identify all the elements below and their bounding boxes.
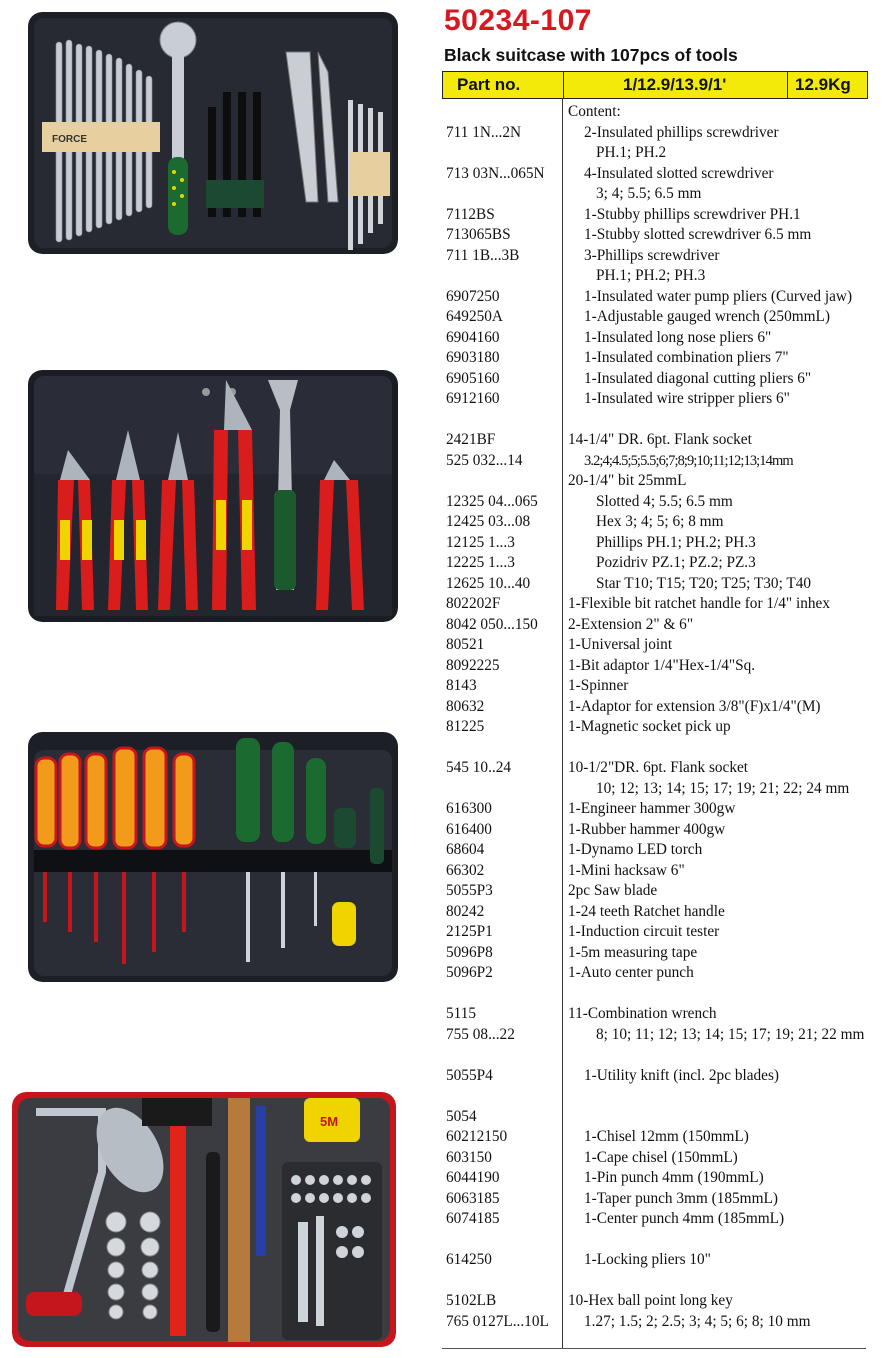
part-description: 2pc Saw blade xyxy=(568,882,658,899)
part-number: 755 08...22 xyxy=(446,1025,515,1043)
parts-row xyxy=(446,1148,876,1169)
parts-row xyxy=(446,266,876,287)
part-description: 1-Induction circuit tester xyxy=(568,923,720,940)
parts-row xyxy=(446,676,876,697)
parts-row xyxy=(446,594,876,615)
part-description: 1-Insulated water pump pliers (Curved jaw) xyxy=(584,287,853,305)
part-number: 60212150 xyxy=(446,1128,508,1145)
part-number: 5055P4 xyxy=(446,1066,493,1084)
parts-row xyxy=(446,922,876,943)
parts-row xyxy=(446,430,876,451)
part-number: 713 03N...065N xyxy=(446,164,545,182)
part-number: 12625 10...40 xyxy=(446,574,531,592)
part-description: Content: xyxy=(568,103,621,120)
part-number: 81225 xyxy=(446,718,485,735)
part-number: 525 032...14 xyxy=(446,451,523,469)
part-number: 80632 xyxy=(446,697,485,715)
part-description: 10-1/2"DR. 6pt. Flank socket xyxy=(568,759,749,776)
parts-row xyxy=(446,1291,876,1312)
part-number: 80242 xyxy=(446,902,485,920)
header-spec: 1/12.9/13.9/1' xyxy=(623,75,727,94)
parts-row xyxy=(446,635,876,656)
part-number: 5096P8 xyxy=(446,943,493,961)
header-part-no: Part no. xyxy=(457,75,521,94)
part-description: 3.2;4;4.5;5;5.5;6;7;8;9;10;11;12;13;14mm xyxy=(584,452,793,469)
parts-row xyxy=(446,574,876,595)
parts-row xyxy=(446,1209,876,1230)
parts-row xyxy=(446,1086,876,1107)
part-number: 5102LB xyxy=(446,1292,497,1309)
parts-row xyxy=(446,287,876,308)
part-description: 1-Adjustable gauged wrench (250mmL) xyxy=(584,308,830,325)
part-number: 713065BS xyxy=(446,226,511,243)
part-number: 6074185 xyxy=(446,1210,500,1227)
part-number: 616300 xyxy=(446,800,492,817)
parts-row xyxy=(446,389,876,410)
parts-row xyxy=(446,615,876,636)
parts-row xyxy=(446,492,876,513)
part-description: PH.1; PH.2 xyxy=(596,144,667,161)
product-subtitle: Black suitcase with 107pcs of tools xyxy=(444,45,738,65)
part-description: Hex 3; 4; 5; 6; 8 mm xyxy=(596,513,724,530)
part-description: 1-Utility knift (incl. 2pc blades) xyxy=(584,1066,779,1084)
part-description: 1-Stubby phillips screwdriver PH.1 xyxy=(584,205,801,223)
part-description: 10; 12; 13; 14; 15; 17; 19; 21; 22; 24 mm xyxy=(596,779,850,797)
part-description: 1.27; 1.5; 2; 2.5; 3; 4; 5; 6; 8; 10 mm xyxy=(584,1312,811,1330)
part-description: 1-Bit adaptor 1/4"Hex-1/4"Sq. xyxy=(568,656,756,674)
parts-row xyxy=(446,1025,876,1046)
part-number: 6905160 xyxy=(446,369,500,387)
part-number: 614250 xyxy=(446,1251,492,1268)
part-description: 1-Center punch 4mm (185mmL) xyxy=(584,1210,785,1227)
header-weight: 12.9Kg xyxy=(795,75,851,94)
parts-row xyxy=(446,184,876,205)
part-description: 1-Taper punch 3mm (185mmL) xyxy=(584,1189,778,1207)
part-description: 1-5m measuring tape xyxy=(568,943,698,961)
parts-row xyxy=(446,1168,876,1189)
parts-row xyxy=(446,758,876,779)
photo-screwdriver-panel xyxy=(28,732,398,982)
part-description: 8; 10; 11; 12; 13; 14; 15; 17; 19; 21; 22 mm xyxy=(596,1025,865,1043)
part-description: 11-Combination wrench xyxy=(568,1005,717,1022)
photo-wrench-panel xyxy=(28,12,398,254)
part-description: 1-Mini hacksaw 6" xyxy=(568,861,685,879)
parts-row xyxy=(446,307,876,328)
table-bottom-rule xyxy=(442,1348,866,1349)
part-description: 1-Locking pliers 10" xyxy=(584,1251,711,1268)
part-number: 12225 1...3 xyxy=(446,554,515,571)
parts-row xyxy=(446,410,876,431)
part-description: 1-Magnetic socket pick up xyxy=(568,718,731,735)
part-number: 12325 04...065 xyxy=(446,492,538,510)
parts-row xyxy=(446,1107,876,1128)
part-number: 711 1N...2N xyxy=(446,123,522,141)
parts-row xyxy=(446,1271,876,1292)
parts-row xyxy=(446,1189,876,1210)
part-description: 1-Chisel 12mm (150mmL) xyxy=(584,1128,749,1145)
part-number: 802202F xyxy=(446,595,501,612)
photo-pliers-panel xyxy=(28,370,398,622)
part-number: 6907250 xyxy=(446,287,500,305)
part-description: 4-Insulated slotted screwdriver xyxy=(584,164,774,182)
part-description: 1-Stubby slotted screwdriver 6.5 mm xyxy=(584,226,812,243)
part-number: 603150 xyxy=(446,1148,492,1166)
parts-row xyxy=(446,697,876,718)
parts-row xyxy=(446,1066,876,1087)
parts-row xyxy=(446,143,876,164)
part-number: 5054 xyxy=(446,1107,477,1125)
parts-row xyxy=(446,738,876,759)
parts-row xyxy=(446,328,876,349)
parts-row xyxy=(446,943,876,964)
part-number: 80521 xyxy=(446,636,485,653)
parts-row xyxy=(446,1250,876,1271)
part-description: 2-Extension 2" & 6" xyxy=(568,615,694,633)
part-description: 20-1/4" bit 25mmL xyxy=(568,472,687,489)
part-number: 8042 050...150 xyxy=(446,615,538,633)
brand-label: FORCE xyxy=(52,134,87,145)
part-description: Star T10; T15; T20; T25; T30; T40 xyxy=(596,574,812,592)
part-number: 6912160 xyxy=(446,390,500,407)
part-description: 1-Spinner xyxy=(568,677,629,694)
parts-row xyxy=(446,1312,876,1333)
parts-row xyxy=(446,348,876,369)
part-description: 1-Cape chisel (150mmL) xyxy=(584,1148,738,1166)
part-description: Phillips PH.1; PH.2; PH.3 xyxy=(596,533,756,551)
part-description: 3-Phillips screwdriver xyxy=(584,246,720,264)
part-number: 545 10..24 xyxy=(446,759,512,776)
part-number: 711 1B...3B xyxy=(446,246,520,264)
parts-row xyxy=(446,840,876,861)
part-number: 616400 xyxy=(446,820,492,838)
part-description: 14-1/4" DR. 6pt. Flank socket xyxy=(568,431,752,448)
parts-row xyxy=(446,471,876,492)
part-description: 1-Adaptor for extension 3/8"(F)x1/4"(M) xyxy=(568,697,821,715)
parts-row xyxy=(446,1230,876,1251)
part-description: 1-Flexible bit ratchet handle for 1/4" inhex xyxy=(568,595,830,612)
part-number: 6904160 xyxy=(446,328,500,346)
parts-row xyxy=(446,799,876,820)
part-number: 5115 xyxy=(446,1005,477,1022)
parts-list xyxy=(446,102,876,1332)
parts-row xyxy=(446,512,876,533)
part-description: 1-Engineer hammer 300gw xyxy=(568,800,736,817)
part-description: 1-Pin punch 4mm (190mmL) xyxy=(584,1169,764,1186)
part-description: 1-Universal joint xyxy=(568,636,673,653)
parts-row xyxy=(446,1127,876,1148)
part-description: 2-Insulated phillips screwdriver xyxy=(584,123,779,141)
parts-row xyxy=(446,451,876,472)
parts-row xyxy=(446,225,876,246)
part-number: 7112BS xyxy=(446,205,495,223)
part-description: 1-Insulated combination pliers 7" xyxy=(584,349,789,366)
part-number: 649250A xyxy=(446,308,503,325)
part-description: 1-Auto center punch xyxy=(568,964,694,981)
part-number: 12425 03...08 xyxy=(446,513,531,530)
parts-row xyxy=(446,717,876,738)
product-code: 50234-107 xyxy=(444,4,592,37)
part-description: 1-Insulated diagonal cutting pliers 6" xyxy=(584,369,812,387)
part-description: PH.1; PH.2; PH.3 xyxy=(596,267,706,284)
parts-row xyxy=(446,164,876,185)
part-number: 2125P1 xyxy=(446,923,493,940)
parts-row xyxy=(446,902,876,923)
parts-row xyxy=(446,123,876,144)
part-number: 8092225 xyxy=(446,656,500,674)
spec-header xyxy=(442,71,868,99)
parts-row xyxy=(446,553,876,574)
parts-row xyxy=(446,205,876,226)
part-number: 5055P3 xyxy=(446,882,493,899)
part-number: 12125 1...3 xyxy=(446,533,515,551)
part-description: 1-Insulated wire stripper pliers 6" xyxy=(584,390,790,407)
parts-row xyxy=(446,1004,876,1025)
part-description: 1-Dynamo LED torch xyxy=(568,841,703,858)
part-description: 1-Insulated long nose pliers 6" xyxy=(584,328,772,346)
parts-row xyxy=(446,861,876,882)
parts-row xyxy=(446,963,876,984)
parts-row xyxy=(446,779,876,800)
parts-row xyxy=(446,984,876,1005)
part-number: 66302 xyxy=(446,861,485,879)
part-number: 2421BF xyxy=(446,431,496,448)
part-number: 6063185 xyxy=(446,1189,500,1207)
parts-row xyxy=(446,102,876,123)
part-description: 1-Rubber hammer 400gw xyxy=(568,820,726,838)
parts-row xyxy=(446,1045,876,1066)
photo-tray-panel xyxy=(12,1092,396,1347)
part-description: 10-Hex ball point long key xyxy=(568,1292,733,1309)
part-description: Pozidriv PZ.1; PZ.2; PZ.3 xyxy=(596,554,756,571)
parts-row xyxy=(446,246,876,267)
part-number: 68604 xyxy=(446,841,485,858)
parts-row xyxy=(446,820,876,841)
part-number: 5096P2 xyxy=(446,964,493,981)
part-number: 765 0127L...10L xyxy=(446,1312,549,1330)
part-number: 8143 xyxy=(446,677,477,694)
parts-row xyxy=(446,369,876,390)
part-number: 6044190 xyxy=(446,1169,500,1186)
part-number: 6903180 xyxy=(446,349,500,366)
part-description: 3; 4; 5.5; 6.5 mm xyxy=(596,185,702,202)
parts-row xyxy=(446,656,876,677)
tape-label: 5M xyxy=(320,1114,339,1129)
part-description: 1-24 teeth Ratchet handle xyxy=(568,902,725,920)
part-description: Slotted 4; 5.5; 6.5 mm xyxy=(596,492,733,510)
parts-row xyxy=(446,881,876,902)
parts-row xyxy=(446,533,876,554)
